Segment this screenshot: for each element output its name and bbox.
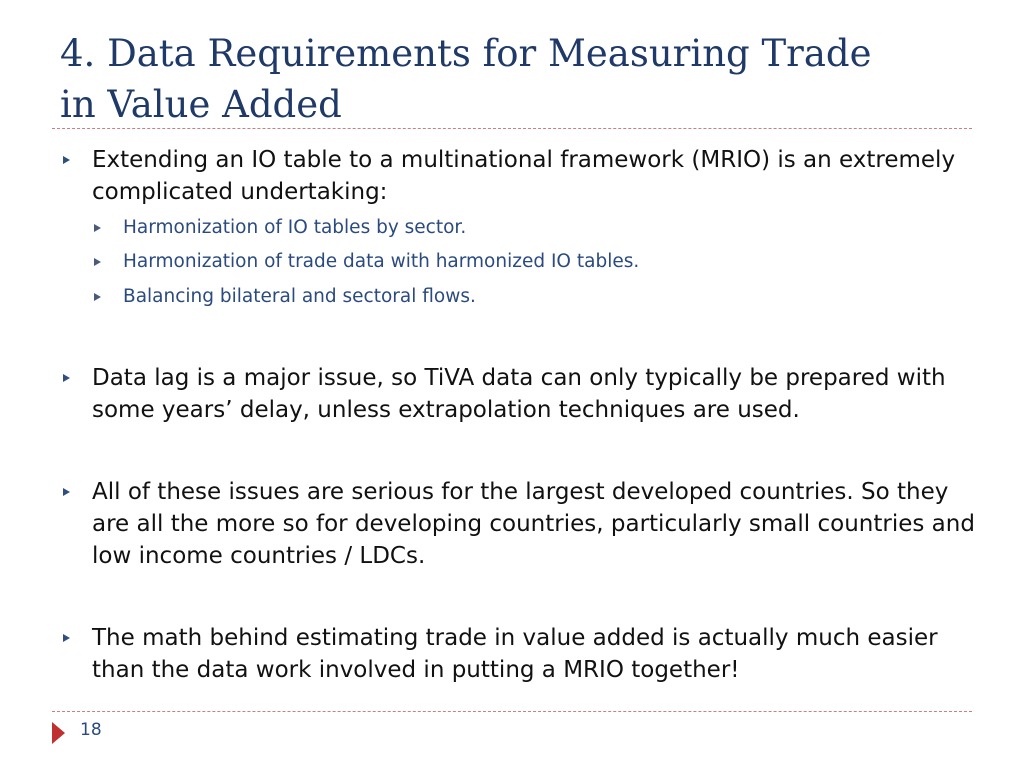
bullet-3 (92, 476, 982, 572)
bullet-marker-icon (63, 634, 70, 642)
sub-bullet-3-text: Balancing bilateral and sectoral flows. (123, 286, 476, 307)
sub-bullet-marker-icon (94, 224, 101, 232)
bullet-4-text: The math behind estimating trade in value added is actually much easier than the data work involved in putting a MRIO together! (92, 625, 938, 683)
bullet-2-text: Data lag is a major issue, so TiVA data can only typically be prepared with some years’ delay, unless extrapolation techniques are used. (92, 365, 946, 423)
page-number: 18 (80, 720, 102, 740)
bullet-1 (92, 144, 982, 208)
bullet-2 (92, 362, 982, 426)
sub-bullet-2 (123, 249, 983, 275)
footer-triangle-icon (52, 722, 65, 744)
bullet-marker-icon (63, 156, 70, 164)
sub-bullet-1 (123, 215, 983, 241)
title-line-2: in Value Added (60, 83, 342, 126)
slide-title (60, 28, 980, 130)
sub-bullet-2-text: Harmonization of trade data with harmonized IO tables. (123, 251, 640, 272)
bullet-marker-icon (63, 488, 70, 496)
sub-bullet-1-text: Harmonization of IO tables by sector. (123, 217, 467, 238)
title-line-1: 4. Data Requirements for Measuring Trade (60, 32, 872, 75)
bullet-1-text: Extending an IO table to a multinational framework (MRIO) is an extremely complicated undertaking: (92, 147, 956, 205)
footer-divider (52, 711, 972, 712)
bullet-4 (92, 622, 982, 686)
bullet-3-text: All of these issues are serious for the largest developed countries. So they are all the more so for developing countries, particularly small countries and low income countries / LDCs. (92, 479, 975, 569)
bullet-marker-icon (63, 374, 70, 382)
sub-bullet-3 (123, 284, 983, 310)
sub-bullet-marker-icon (94, 293, 101, 301)
sub-bullet-marker-icon (94, 258, 101, 266)
title-divider (52, 128, 972, 129)
